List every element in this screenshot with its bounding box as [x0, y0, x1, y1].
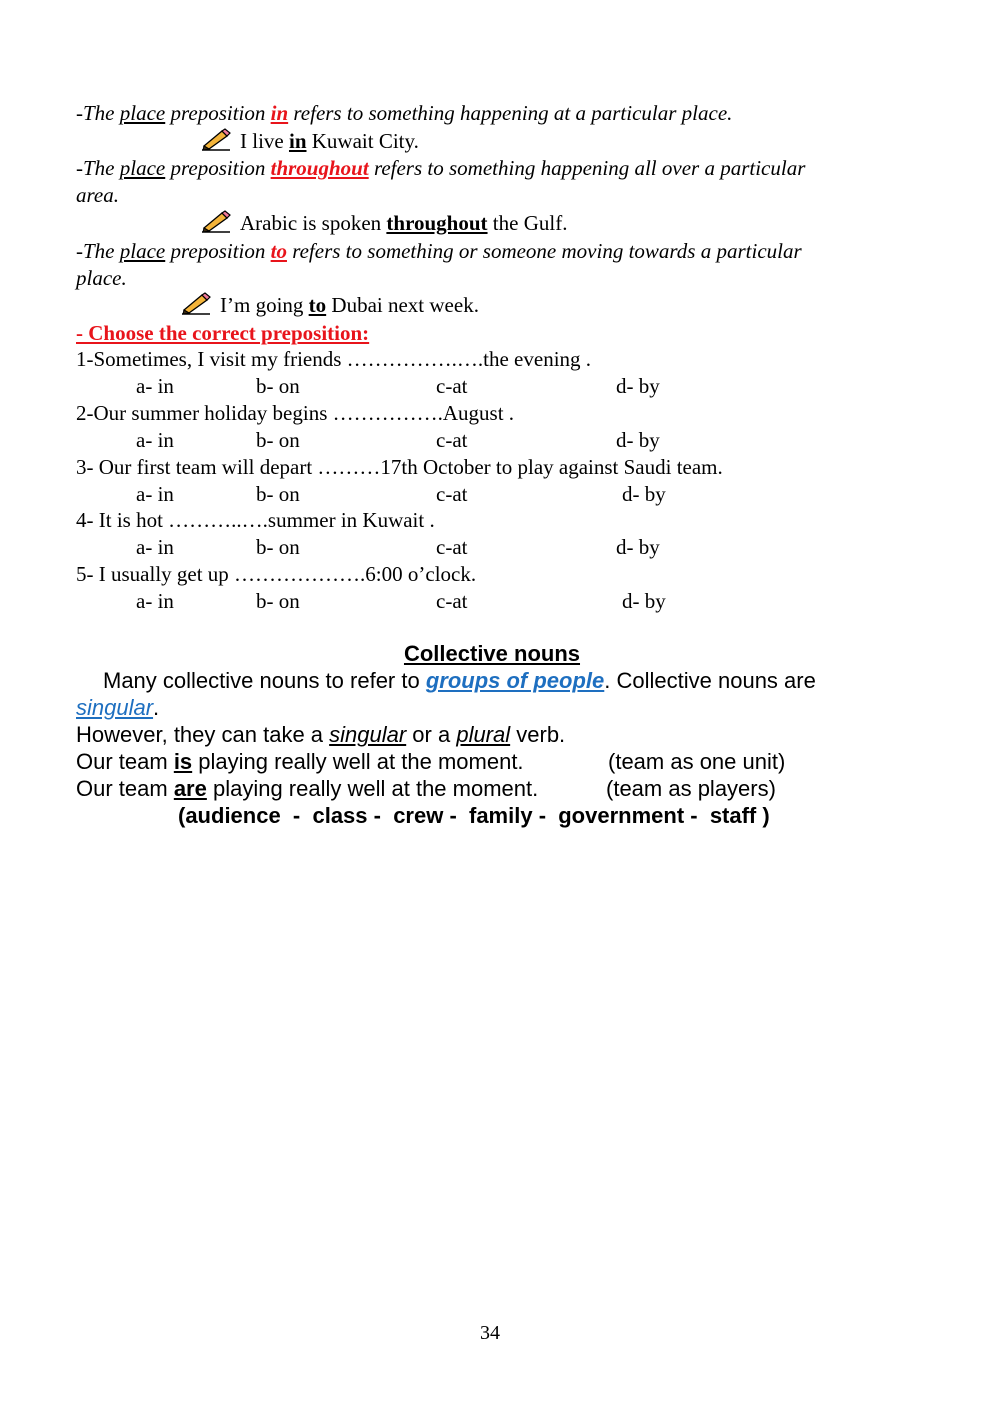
rule-preposition: to [270, 239, 287, 263]
option-b[interactable]: b- on [256, 374, 300, 398]
example-keyword: to [308, 293, 327, 317]
rule-text: -The [76, 239, 120, 263]
example-text: Our team [76, 776, 174, 801]
example-text: the Gulf. [487, 211, 568, 235]
rule-text: preposition [165, 239, 271, 263]
example-to [180, 292, 479, 319]
section-title: Collective nouns [403, 641, 581, 666]
option-a[interactable]: a- in [136, 482, 174, 506]
rule-throughout-cont: area. [76, 183, 119, 207]
example-text: playing really well at the moment. [192, 749, 524, 774]
example-text: Our team [76, 749, 174, 774]
collective-nouns-list: (audience - class - crew - family - government - staff ) [178, 803, 770, 828]
paragraph-text: . [153, 695, 160, 720]
question-5: 5- I usually get up ……………….6:00 o’clock. [76, 562, 477, 586]
question-2: 2-Our summer holiday begins …………….August . [76, 401, 515, 425]
option-c[interactable]: c-at [436, 535, 468, 559]
option-b[interactable]: b- on [256, 482, 300, 506]
option-b[interactable]: b- on [256, 589, 300, 613]
question-4: 4- It is hot ………..….summer in Kuwait . [76, 508, 435, 532]
paragraph-text: Many collective nouns to refer to [103, 668, 426, 693]
rule-text: preposition [165, 156, 271, 180]
rule-to-cont: place. [76, 266, 127, 290]
rule-in [76, 100, 732, 127]
example-in [200, 128, 419, 155]
option-c[interactable]: c-at [436, 482, 468, 506]
paragraph-text: or a [406, 722, 457, 747]
example-throughout [200, 210, 567, 237]
singular-link[interactable]: singular [76, 695, 154, 720]
option-b[interactable]: b- on [256, 428, 300, 452]
paragraph-text: However, they can take a [76, 722, 330, 747]
example-keyword: throughout [386, 211, 488, 235]
paragraph-text: verb. [510, 722, 566, 747]
rule-text: refers to something happening at a particular place. [288, 101, 733, 125]
rule-text: refers to something or someone moving towards a particular [286, 239, 802, 263]
option-a[interactable]: a- in [136, 374, 174, 398]
example-text: Arabic is spoken [240, 211, 387, 235]
rule-text: refers to something happening all over a particular [368, 156, 806, 180]
question-3: 3- Our first team will depart ………17th October to play against Saudi team. [76, 455, 723, 479]
rule-preposition: in [270, 101, 289, 125]
example-text: I’m going [220, 293, 309, 317]
example-text: playing really well at the moment. [206, 776, 539, 801]
rule-throughout [76, 155, 805, 182]
question-1: 1-Sometimes, I visit my friends …………….….the evening . [76, 347, 592, 371]
collective-paragraph-1 [103, 667, 816, 694]
paragraph-text: . Collective nouns are [604, 668, 816, 693]
option-b[interactable]: b- on [256, 535, 300, 559]
singular-word: singular [329, 722, 407, 747]
option-c[interactable]: c-at [436, 589, 468, 613]
example-keyword: is [173, 749, 193, 774]
pencil-icon [180, 292, 212, 316]
collective-paragraph-2 [76, 721, 565, 748]
rule-preposition: throughout [270, 156, 369, 180]
collective-example-1 [76, 748, 524, 775]
option-d[interactable]: d- by [616, 535, 660, 559]
rule-text: -The [76, 156, 120, 180]
rule-text: preposition [165, 101, 271, 125]
example-keyword: are [173, 776, 207, 801]
rule-place-word: place [119, 239, 166, 263]
rule-place-word: place [119, 101, 166, 125]
groups-of-people-link[interactable]: groups of people [425, 668, 605, 693]
pencil-icon [200, 210, 232, 234]
rule-to [76, 238, 802, 265]
option-c[interactable]: c-at [436, 374, 468, 398]
plural-word: plural [456, 722, 511, 747]
example-text: Kuwait City. [306, 129, 419, 153]
option-d[interactable]: d- by [622, 589, 666, 613]
option-d[interactable]: d- by [616, 428, 660, 452]
option-c[interactable]: c-at [436, 428, 468, 452]
collective-example-2-note: (team as players) [606, 776, 776, 801]
collective-example-1-note: (team as one unit) [608, 749, 786, 774]
collective-example-2 [76, 775, 538, 802]
option-a[interactable]: a- in [136, 428, 174, 452]
option-a[interactable]: a- in [136, 589, 174, 613]
example-text: I live [240, 129, 289, 153]
rule-text: -The [76, 101, 120, 125]
collective-paragraph-1-cont [76, 694, 159, 721]
option-a[interactable]: a- in [136, 535, 174, 559]
example-keyword: in [288, 129, 307, 153]
option-d[interactable]: d- by [616, 374, 660, 398]
pencil-icon [200, 128, 232, 152]
option-d[interactable]: d- by [622, 482, 666, 506]
rule-place-word: place [119, 156, 166, 180]
example-text: Dubai next week. [326, 293, 479, 317]
page-number: 34 [480, 1322, 500, 1344]
exercise-heading: - Choose the correct preposition: [76, 321, 370, 345]
